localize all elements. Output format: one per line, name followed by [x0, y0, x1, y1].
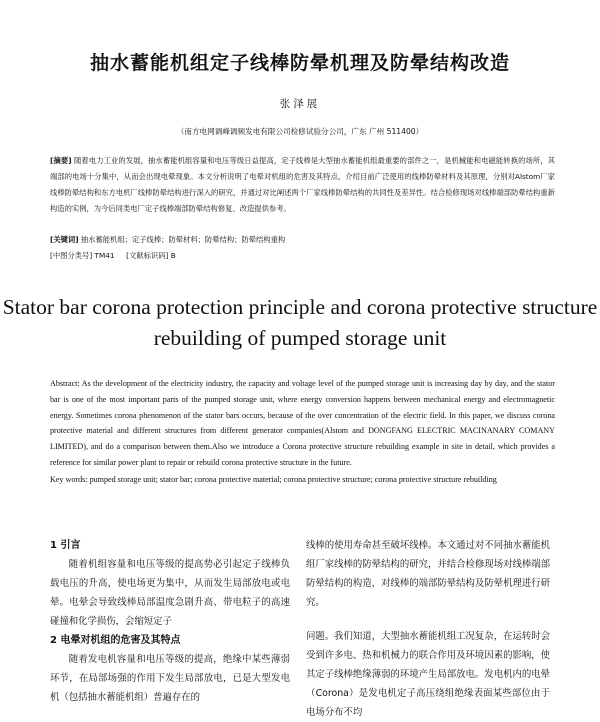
doc-code-value: B	[170, 251, 176, 260]
chinese-abstract-text: 随着电力工业的发展，抽水蓄能机组容量和电压等级日益提高，定子线棒是大型抽水蓄能机组最重要的部件之一，是机械能和电磁能转换的场所，其端部的电场十分集中，从而会出现电晕现象。本文分析说明了电晕对机组的危害及其特点，介绍目前广泛使用的线棒防晕材料及其原理，分别对Alstom厂家线棒防晕结构和东方电机厂线棒防晕结构进行深入的研究，并通过对比阐述两个厂家线棒防晕结构的共同性及差异性。结合检修现场对线棒端部防晕结构重新构造的实例，为今后同类电厂定子线棒端部防晕结构修复、改造提供参考。	[50, 156, 555, 213]
clc-value: TM41	[94, 251, 115, 260]
english-keywords-label: Key words:	[50, 475, 88, 484]
right-paragraph-2: 问题。我们知道，大型抽水蓄能机组工况复杂，在运转时会受到许多电、热和机械力的联合作用及环境因素的影响，使其定子线棒绝缘薄弱的环境产生局部放电。发电机内的电晕（Corona）是发电机定子高压绕组绝缘表面某些部位由于电场分布不均	[306, 631, 550, 718]
right-column	[306, 536, 550, 722]
left-column	[50, 536, 290, 707]
chinese-keywords-text: 抽水蓄能机组；定子线棒；防晕材料；防晕结构；防晕结构重构	[80, 235, 286, 244]
english-abstract	[50, 376, 555, 471]
right-paragraph-1: 线棒的使用寿命甚至破坏线棒。本文通过对不同抽水蓄能机组厂家线棒的防晕结构的研究，并结合检修现场对线棒端部防晕结构的构造，对线棒的端部防晕结构及防晕机理进行研究。	[306, 540, 550, 608]
author-affiliation: （南方电网调峰调频发电有限公司检修试验分公司，广东 广州 511400）	[176, 127, 424, 136]
doc-code-label: [文献标识码]	[126, 251, 169, 260]
chinese-keywords	[50, 232, 555, 248]
author-name: 张泽展	[279, 98, 321, 110]
section2-text: 随着发电机容量和电压等级的提高，绝缘中某些薄弱环节，在局部场强的作用下发生局部放电，已是大型发电机（包括抽水蓄能机组）普遍存在的	[50, 654, 290, 703]
chinese-abstract-label: [摘要]	[50, 156, 72, 165]
english-abstract-text: As the development of the electricity industry, the capacity and voltage level of the pumped storage unit is increasing day by day, and the stator bar is one of the most important parts of the pumped storage unit, where energy conversion happens between mechanical energy and electromagnetic energy. Sometimes corona phenomenon of the stator bars occurs, because of the over concentration of the electric field. In this paper, we discuss corona protective material and different structures from different generator companies(Alstom and DONGFANG ELECTRIC MACINANARY COMANY LIMITED), and do a comparison between them.Also we introduce a Corona protective structure rebuilding example in site in detail, which provides a reference for similar power plant to repair or rebuild corona protective structure in the future.	[50, 379, 556, 467]
english-title: Stator bar corona protection principle and corona protective structure rebuilding of pumped storage unit	[2, 295, 598, 350]
section1-heading: 1 引言	[50, 540, 81, 551]
chinese-keywords-label: [关键词]	[50, 235, 79, 244]
classification-line	[50, 248, 555, 264]
english-keywords-text: pumped storage unit; stator bar; corona protective material; corona protective structure; corona protective structure rebuilding	[89, 475, 497, 484]
chinese-title: 抽水蓄能机组定子线棒防晕机理及防晕结构改造	[89, 52, 510, 74]
chinese-abstract	[50, 153, 555, 217]
english-abstract-label: Abstract:	[50, 379, 80, 388]
english-keywords	[50, 472, 555, 488]
section2-heading: 2 电晕对机组的危害及其特点	[50, 635, 181, 646]
clc-label: [中图分类号]	[50, 251, 93, 260]
section1-text: 随着机组容量和电压等级的提高势必引起定子线棒负载电压的升高，使电场更为集中，从而发生局部放电或电晕。电晕会导致线棒局部温度急剧升高、带电粒子的高速碰撞和化学损伤，会缩短定子	[50, 559, 290, 627]
